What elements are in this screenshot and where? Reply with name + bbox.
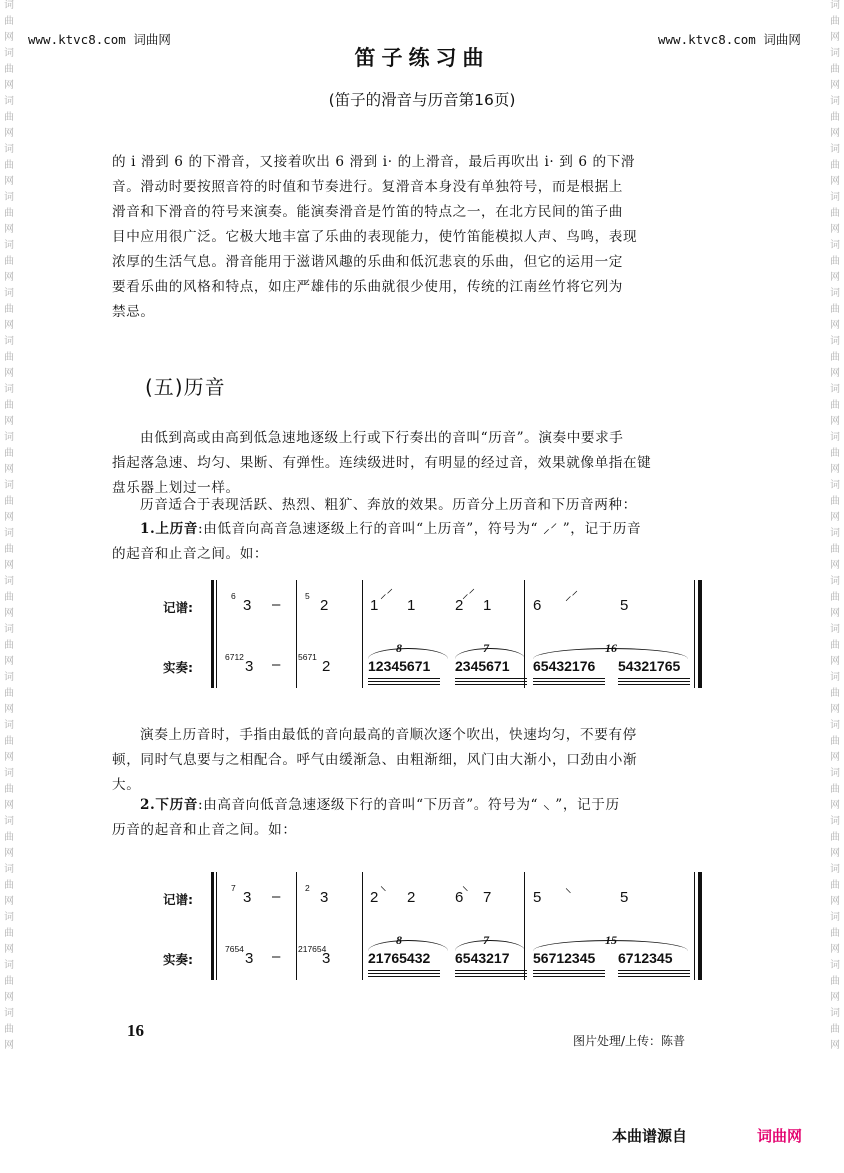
beam-line	[618, 973, 690, 974]
score-left-brace	[211, 872, 214, 980]
score-left-line	[216, 872, 217, 980]
watermark-char: 曲	[4, 928, 14, 939]
intro_lines-line: 禁忌。	[112, 304, 155, 320]
note-run: 54321765	[618, 658, 681, 674]
glide-mark: ⸝⸍	[565, 588, 578, 603]
watermark-char: 网	[4, 992, 14, 1003]
watermark-char: 词	[4, 528, 14, 539]
down-glide-text-2: 历音的起音和止音之间。如：	[112, 822, 297, 838]
tuplet-number: 16	[605, 641, 617, 655]
page-subtitle: (笛子的滑音与历音第16页)	[328, 91, 516, 109]
watermark-char: 网	[4, 848, 14, 859]
watermark-char: 曲	[4, 784, 14, 795]
watermark-char: 网	[830, 272, 840, 283]
glide-mark: ⸝⸍	[380, 586, 393, 601]
note: 7	[483, 889, 492, 906]
watermark-char: 曲	[830, 976, 840, 987]
note: 3	[243, 597, 252, 614]
watermark-char: 词	[830, 528, 840, 539]
watermark-char: 网	[4, 320, 14, 331]
beam-line	[533, 970, 605, 971]
watermark-char: 网	[830, 944, 840, 955]
intro_lines-line: 浓厚的生活气息。滑音能用于滋谐风趣的乐曲和低沉悲哀的乐曲，但它的运用一定	[112, 254, 623, 270]
page-title: 笛子练习曲	[354, 46, 490, 70]
slur-arc	[368, 940, 448, 951]
note: 3	[320, 889, 329, 906]
watermark-char: 曲	[4, 400, 14, 411]
watermark-char: 曲	[830, 640, 840, 651]
down-glide-heading: 2.下历音	[140, 797, 198, 813]
tuplet-number: 15	[605, 933, 617, 947]
watermark-char: 网	[4, 416, 14, 427]
watermark-char: 词	[830, 288, 840, 299]
watermark-char: 词	[4, 384, 14, 395]
beam-line	[368, 970, 440, 971]
beam-line	[618, 970, 690, 971]
note-run: 12345671	[368, 658, 431, 674]
grace-run: 217654	[298, 944, 327, 954]
watermark-char: 曲	[830, 1024, 840, 1035]
watermark-char: 网	[4, 368, 14, 379]
watermark-char: 网	[830, 176, 840, 187]
watermark-char: 网	[830, 416, 840, 427]
watermark-char: 词	[4, 0, 14, 11]
intro_lines-line: 要看乐曲的风格和特点，如庄严雄伟的乐曲就很少使用，传统的江南丝竹将它列为	[112, 279, 623, 295]
watermark-char: 词	[830, 912, 840, 923]
watermark-char: 曲	[4, 352, 14, 363]
dash: –	[272, 888, 281, 905]
dash: –	[272, 948, 281, 965]
watermark-char: 网	[4, 176, 14, 187]
grace-note: 6	[231, 591, 236, 601]
watermark-char: 词	[4, 48, 14, 59]
watermark-char: 网	[4, 752, 14, 763]
final-barline-thin	[694, 872, 695, 980]
watermark-char: 曲	[830, 256, 840, 267]
watermark-char: 曲	[4, 592, 14, 603]
watermark-char: 曲	[4, 880, 14, 891]
watermark-char: 词	[4, 480, 14, 491]
watermark-char: 网	[830, 992, 840, 1003]
note: 1	[407, 597, 416, 614]
beam-line	[368, 976, 440, 977]
watermark-char: 网	[4, 896, 14, 907]
watermark-char: 曲	[830, 112, 840, 123]
beam-line	[455, 976, 527, 977]
intro_lines-line: 音。滑动时要按照音符的时值和节奏进行。复滑音本身没有单独符号，而是根据上	[112, 179, 623, 195]
watermark-char: 词	[830, 384, 840, 395]
watermark-char: 网	[4, 224, 14, 235]
up-glide-text-2: 的起音和止音之间。如：	[112, 546, 269, 562]
watermark-char: 曲	[4, 496, 14, 507]
notation-label: 记谱:	[163, 600, 193, 615]
up-glide-heading: 1.上历音	[140, 521, 198, 537]
watermark-char: 曲	[4, 160, 14, 171]
section-heading: (五)历音	[145, 375, 226, 399]
watermark-char: 词	[4, 624, 14, 635]
page-number: 16	[127, 1021, 144, 1040]
watermark-char: 词	[830, 672, 840, 683]
watermark-char: 词	[830, 432, 840, 443]
watermark-char: 曲	[830, 304, 840, 315]
watermark-char: 词	[830, 720, 840, 731]
barline	[296, 872, 297, 980]
watermark-char: 网	[4, 464, 14, 475]
watermark-char: 曲	[4, 16, 14, 27]
watermark-char: 网	[830, 896, 840, 907]
slur-arc	[533, 940, 688, 951]
grace-run: 6712	[225, 652, 244, 662]
watermark-char: 词	[4, 912, 14, 923]
watermark-char: 曲	[830, 448, 840, 459]
note: 5	[620, 889, 629, 906]
beam-line	[618, 976, 690, 977]
watermark-char: 曲	[830, 16, 840, 27]
watermark-char: 曲	[830, 208, 840, 219]
watermark-char: 曲	[830, 496, 840, 507]
watermark-char: 网	[830, 224, 840, 235]
watermark-char: 曲	[4, 640, 14, 651]
tuplet-number: 8	[396, 933, 402, 947]
beam-line	[368, 973, 440, 974]
grace-run: 7654	[225, 944, 244, 954]
watermark-char: 曲	[830, 832, 840, 843]
watermark-char: 词	[4, 816, 14, 827]
section_para1-line: 盘乐器上划过一样。	[112, 480, 240, 496]
section_para1-line: 由低到高或由高到低急速地逐级上行或下行奏出的音叫“历音”。演奏中要求手	[140, 430, 624, 446]
note: 2	[320, 597, 329, 614]
watermark-char: 网	[830, 848, 840, 859]
watermark-char: 网	[4, 32, 14, 43]
watermark-char: 词	[4, 960, 14, 971]
barline	[362, 872, 363, 980]
note: 6	[533, 597, 542, 614]
watermark-char: 网	[830, 368, 840, 379]
watermark-char: 曲	[4, 544, 14, 555]
beam-line	[533, 973, 605, 974]
watermark-char: 网	[830, 80, 840, 91]
note: 2	[455, 597, 464, 614]
watermark-char: 网	[4, 80, 14, 91]
watermark-char: 曲	[4, 832, 14, 843]
watermark-char: 网	[830, 320, 840, 331]
watermark-char: 曲	[4, 64, 14, 75]
watermark-char: 曲	[4, 208, 14, 219]
final-barline-thick	[698, 872, 702, 980]
watermark-char: 曲	[830, 736, 840, 747]
glide-mark: ⸝⸍	[462, 586, 475, 601]
watermark-char: 词	[4, 576, 14, 587]
glide-mark: ⸜	[565, 880, 572, 895]
watermark-char: 词	[830, 144, 840, 155]
note: 2	[370, 889, 379, 906]
note: 3	[243, 889, 252, 906]
after_up-line: 顿，同时气息要与之相配合。呼气由缓渐急、由粗渐细，风门由大渐小，口劲由小渐	[112, 752, 638, 768]
watermark-char: 网	[830, 800, 840, 811]
watermark-char: 曲	[4, 1024, 14, 1035]
watermark-char: 网	[4, 272, 14, 283]
beam-line	[455, 970, 527, 971]
watermark-char: 词	[830, 192, 840, 203]
up-glide-text: :由低音向高音急速逐级上行的音叫“上历音”，符号为“ ⸝⸍ ”，记于历音	[197, 521, 642, 537]
note: 1	[483, 597, 492, 614]
tuplet-number: 7	[483, 641, 489, 655]
actual-label: 实奏:	[163, 952, 193, 967]
actual-label: 实奏:	[163, 660, 193, 675]
note: 6	[455, 889, 464, 906]
watermark-char: 曲	[830, 352, 840, 363]
note-run: 65432176	[533, 658, 596, 674]
watermark-char: 词	[830, 96, 840, 107]
watermark-char: 词	[830, 624, 840, 635]
watermark-char: 网	[830, 752, 840, 763]
watermark-char: 网	[4, 560, 14, 571]
tuplet-number: 7	[483, 933, 489, 947]
watermark-char: 曲	[830, 688, 840, 699]
watermark-char: 词	[830, 768, 840, 779]
watermark-char: 网	[830, 560, 840, 571]
glide-mark: ⸜	[462, 878, 469, 893]
watermark-char: 网	[830, 128, 840, 139]
note-run: 56712345	[533, 950, 596, 966]
dash: –	[272, 596, 281, 613]
site-watermark-left: www.ktvc8.com 词曲网	[28, 32, 171, 47]
grace-run: 5671	[298, 652, 317, 662]
notation-label: 记谱:	[163, 892, 193, 907]
watermark-char: 网	[4, 944, 14, 955]
watermark-char: 词	[830, 864, 840, 875]
watermark-char: 词	[830, 480, 840, 491]
watermark-char: 曲	[4, 448, 14, 459]
watermark-char: 曲	[830, 64, 840, 75]
intro_lines-line: 滑音和下滑音的符号来演奏。能演奏滑音是竹笛的特点之一，在北方民间的笛子曲	[112, 204, 623, 220]
watermark-char: 曲	[830, 928, 840, 939]
watermark-char: 词	[830, 0, 840, 11]
note: 3	[322, 950, 331, 967]
watermark-char: 网	[4, 128, 14, 139]
note: 2	[322, 658, 331, 675]
watermark-char: 曲	[4, 112, 14, 123]
watermark-char: 词	[830, 960, 840, 971]
grace-note: 2	[305, 883, 310, 893]
watermark-char: 曲	[4, 976, 14, 987]
note: 3	[245, 658, 254, 675]
brand-link[interactable]: 词曲网	[757, 1127, 803, 1145]
watermark-char: 词	[4, 1008, 14, 1019]
watermark-char: 词	[4, 288, 14, 299]
watermark-char: 网	[4, 704, 14, 715]
watermark-char: 词	[4, 144, 14, 155]
dash: –	[272, 656, 281, 673]
watermark-char: 曲	[4, 688, 14, 699]
watermark-char: 网	[830, 608, 840, 619]
note: 2	[407, 889, 416, 906]
watermark-char: 网	[4, 512, 14, 523]
watermark-char: 词	[830, 576, 840, 587]
beam-line	[533, 976, 605, 977]
watermark-char: 词	[830, 1008, 840, 1019]
down-glide-text: :由高音向低音急速逐级下行的音叫“下历音”。符号为“ ⸜ ”，记于历	[197, 797, 620, 813]
barline	[524, 872, 525, 980]
watermark-char: 曲	[830, 400, 840, 411]
watermark-char: 词	[830, 336, 840, 347]
note-run: 6543217	[455, 950, 510, 966]
watermark-char: 词	[4, 864, 14, 875]
image-credit: 图片处理/上传：陈普	[573, 1034, 686, 1048]
source-label: 本曲谱源自	[612, 1127, 688, 1145]
grace-note: 7	[231, 883, 236, 893]
site-watermark-right: www.ktvc8.com 词曲网	[658, 32, 801, 47]
watermark-char: 词	[4, 336, 14, 347]
watermark-char: 词	[4, 672, 14, 683]
watermark-char: 网	[830, 32, 840, 43]
note: 5	[533, 889, 542, 906]
watermark-char: 网	[4, 800, 14, 811]
note-run: 6712345	[618, 950, 673, 966]
note-run: 21765432	[368, 950, 431, 966]
after_up-line: 大。	[112, 777, 141, 793]
glide-mark: ⸜	[380, 878, 387, 893]
grace-note: 5	[305, 591, 310, 601]
intro_lines-line: 目中应用很广泛。它极大地丰富了乐曲的表现能力，使竹笛能模拟人声、鸟鸣，表现	[112, 229, 638, 245]
watermark-char: 词	[830, 816, 840, 827]
beam-line	[455, 973, 527, 974]
watermark-char: 曲	[830, 160, 840, 171]
watermark-char: 曲	[830, 544, 840, 555]
watermark-char: 词	[4, 432, 14, 443]
watermark-char: 网	[4, 608, 14, 619]
watermark-char: 词	[4, 192, 14, 203]
watermark-char: 曲	[830, 784, 840, 795]
watermark-char: 词	[4, 96, 14, 107]
watermark-char: 曲	[4, 256, 14, 267]
watermark-char: 词	[830, 240, 840, 251]
watermark-char: 网	[830, 512, 840, 523]
intro_lines-line: 的 i 滑到 6 的下滑音，又接着吹出 6 滑到 i· 的上滑音，最后再吹出 i· 到 6 的下滑	[112, 154, 636, 170]
note: 3	[245, 950, 254, 967]
watermark-char: 网	[4, 1040, 14, 1051]
watermark-char: 网	[830, 704, 840, 715]
section-paragraph-2: 历音适合于表现活跃、热烈、粗犷、奔放的效果。历音分上历音和下历音两种：	[140, 497, 637, 513]
watermark-char: 网	[830, 1040, 840, 1051]
watermark-char: 曲	[4, 304, 14, 315]
watermark-char: 曲	[830, 880, 840, 891]
after_up-line: 演奏上历音时，手指由最低的音向最高的音顺次逐个吹出，快速均匀，不要有停	[140, 727, 637, 743]
note: 1	[370, 597, 379, 614]
section_para1-line: 指起落急速、均匀、果断、有弹性。连续级进时，有明显的经过音，效果就像单指在键	[112, 455, 652, 471]
watermark-char: 曲	[830, 592, 840, 603]
watermark-char: 曲	[4, 736, 14, 747]
watermark-char: 网	[4, 656, 14, 667]
watermark-char: 词	[4, 768, 14, 779]
watermark-char: 词	[830, 48, 840, 59]
watermark-char: 词	[4, 720, 14, 731]
watermark-char: 词	[4, 240, 14, 251]
watermark-char: 网	[830, 464, 840, 475]
note: 5	[620, 597, 629, 614]
note-run: 2345671	[455, 658, 510, 674]
tuplet-number: 8	[396, 641, 402, 655]
watermark-char: 网	[830, 656, 840, 667]
slur-arc	[455, 940, 525, 951]
